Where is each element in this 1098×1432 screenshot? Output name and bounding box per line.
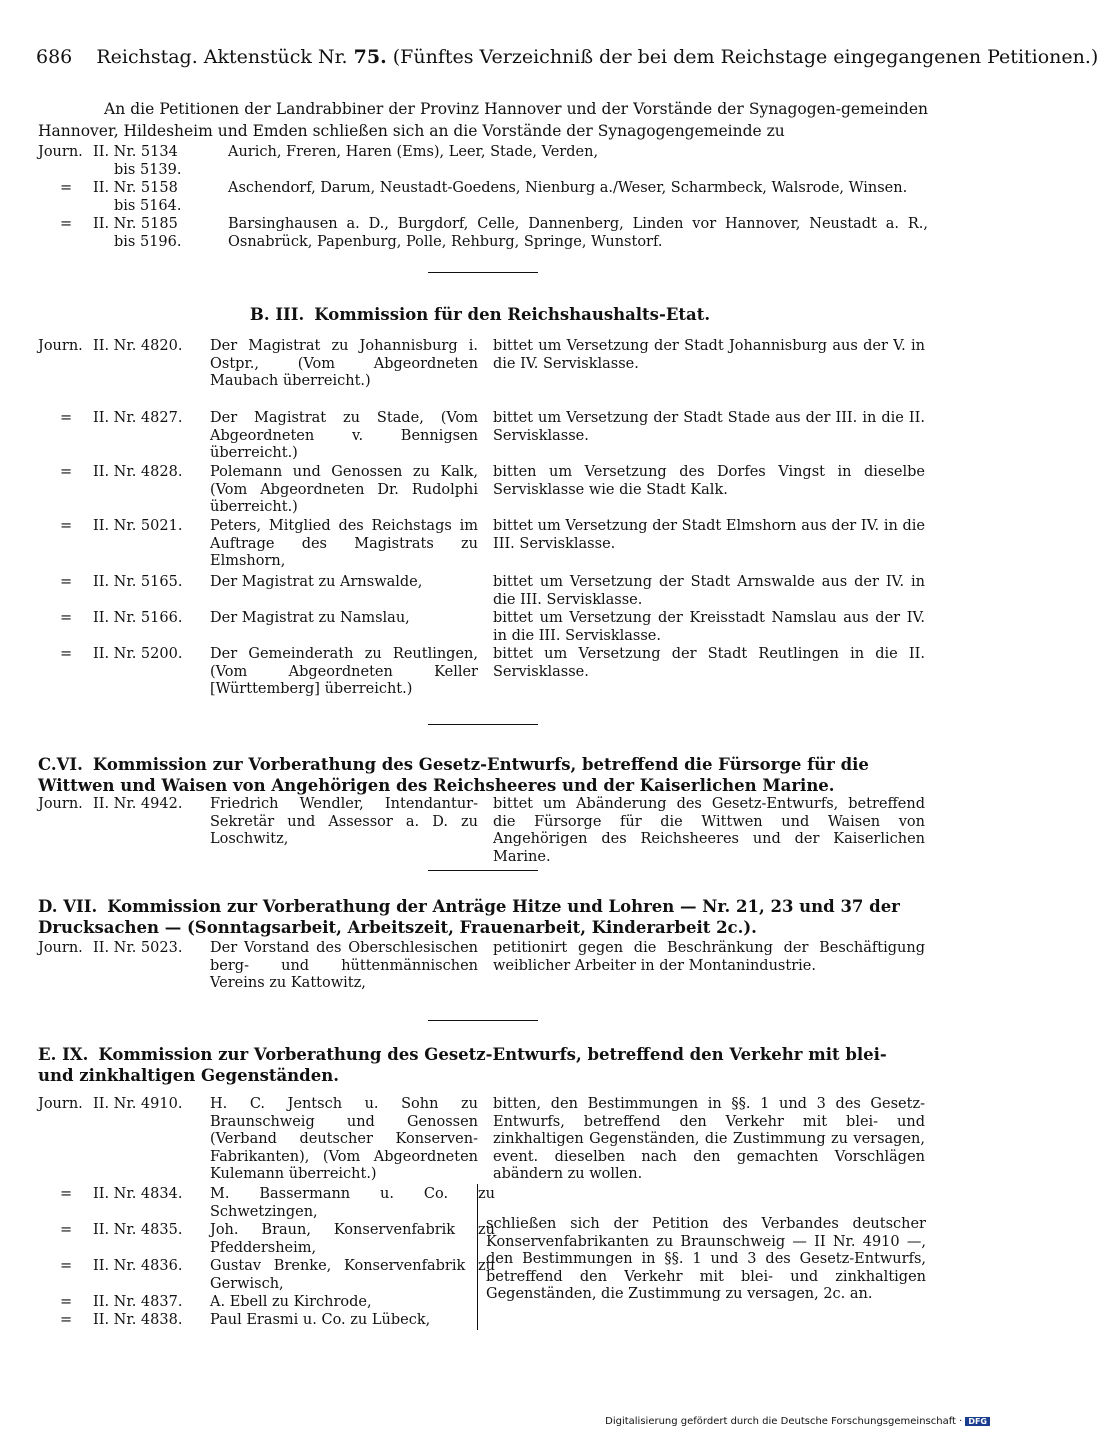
section-title-b: B. III. Kommission für den Reichshaushalts-Etat. [249, 305, 711, 324]
header-title: Reichstag. Aktenstück Nr. [96, 46, 348, 68]
dfg-logo: DFG [965, 1417, 990, 1426]
intro-paragraph: An die Petitionen der Landrabbiner der Provinz Hannover und der Vorstände der Synagogen-gemeinden Hannover, Hildesheim und Emden schließen sich an die Vorstände der Synagogengemeinde zu [38, 100, 928, 140]
divider [428, 1020, 538, 1021]
section-title-c: C.VI. Kommission zur Vorberathung des Gesetz-Entwurfs, betreffend die Fürsorge für die Wittwen und Waisen von Angehörigen des Reichsheeres und der Kaiserlichen Marine. [38, 755, 869, 795]
page-header [36, 46, 1098, 68]
header-subtitle: (Fünftes Verzeichniß der bei dem Reichstage eingegangenen Petitionen.) [392, 46, 1098, 68]
header-document-number: 75. [353, 46, 387, 68]
divider [428, 870, 538, 871]
divider [428, 272, 538, 273]
footer-credit: Digitalisierung gefördert durch die Deutsche Forschungsgemeinschaft · DFG [605, 1416, 990, 1427]
section-title-d: D. VII. Kommission zur Vorberathung der Anträge Hitze und Lohren — Nr. 21, 23 und 37 der Drucksachen — (Sonntagsarbeit, Arbeitszeit, Frauenarbeit, Kinderarbeit 2c.). [38, 897, 900, 937]
section-title-e: E. IX. Kommission zur Vorberathung des Gesetz-Entwurfs, betreffend den Verkehr mit blei- und zinkhaltigen Gegenständen. [38, 1045, 887, 1085]
brace [473, 1184, 478, 1330]
divider [428, 724, 538, 725]
page-number: 686 [36, 46, 73, 68]
